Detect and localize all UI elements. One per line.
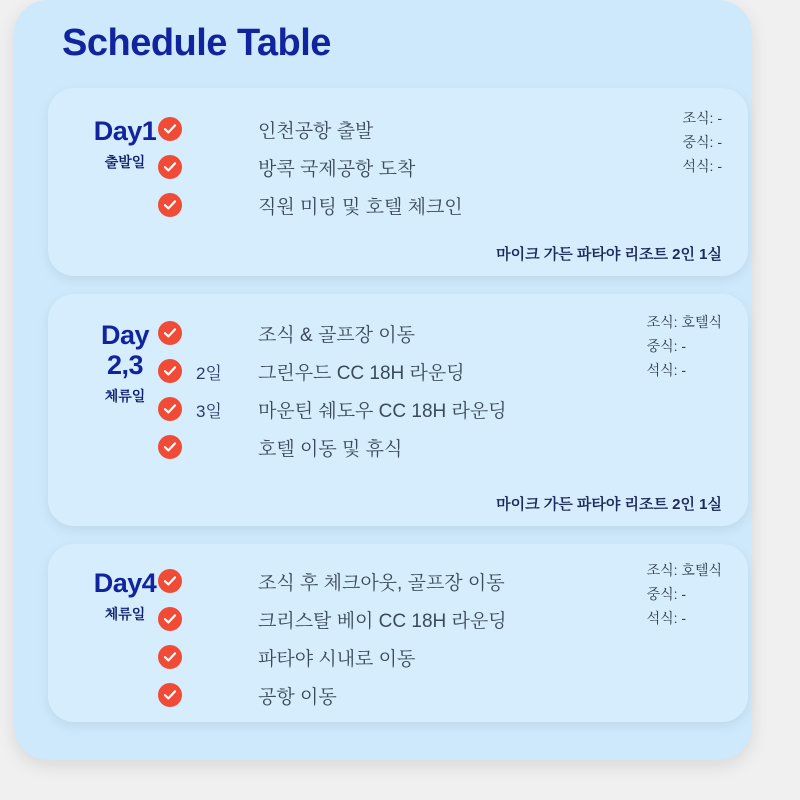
- list-item: [158, 676, 748, 714]
- day-subtitle: 출발일: [104, 154, 146, 171]
- meal-lunch: 중식: -: [646, 338, 687, 355]
- day-block: [48, 88, 748, 276]
- hotel-info: 마이크 가든 파타야 리조트 2인 1실: [496, 246, 722, 263]
- itinerary-text: 공항 이동: [258, 686, 337, 708]
- check-icon: [158, 321, 182, 345]
- list-item: [158, 186, 748, 224]
- check-icon: [158, 569, 182, 593]
- meal-info: [683, 106, 723, 178]
- check-icon: [158, 607, 182, 631]
- list-item: [158, 110, 748, 148]
- itinerary-text: 인천공항 출발: [258, 120, 374, 142]
- meal-lunch: 중식: -: [646, 586, 687, 603]
- check-icon: [158, 645, 182, 669]
- itinerary-text: 조식 & 골프장 이동: [258, 324, 415, 346]
- sub-day-number: 2일: [196, 363, 222, 383]
- day-block: [48, 544, 748, 722]
- page-title: Schedule Table: [62, 22, 331, 64]
- day-subtitle: 체류일: [104, 388, 146, 405]
- itinerary-text: 크리스탈 베이 CC 18H 라운딩: [258, 610, 507, 632]
- day-subtitle: 체류일: [104, 606, 146, 623]
- list-item: [158, 638, 748, 676]
- hotel-info: 마이크 가든 파타야 리조트 2인 1실: [496, 496, 722, 513]
- check-icon: [158, 117, 182, 141]
- list-item: [158, 148, 748, 186]
- meal-dinner: 석식: -: [682, 158, 722, 175]
- check-icon: [158, 193, 182, 217]
- list-item: [158, 428, 748, 466]
- day-name: Day1: [93, 116, 157, 146]
- itinerary-text: 방콕 국제공항 도착: [258, 158, 416, 180]
- sub-day-number: 3일: [196, 401, 222, 421]
- check-icon: [158, 397, 182, 421]
- day-block: [48, 294, 748, 526]
- itinerary-text: 마운틴 쉐도우 CC 18H 라운딩: [258, 400, 507, 422]
- day-name: Day4: [93, 568, 157, 598]
- itinerary-text: 조식 후 체크아웃, 골프장 이동: [258, 572, 505, 594]
- itinerary-text: 그린우드 CC 18H 라운딩: [258, 362, 465, 384]
- meal-info: [647, 558, 722, 630]
- meal-info: [647, 310, 722, 382]
- meal-breakfast: 조식: 호텔식: [646, 314, 722, 330]
- itinerary-rows: [158, 110, 748, 224]
- check-icon: [158, 435, 182, 459]
- list-item: [158, 390, 748, 428]
- itinerary-text: 파타야 시내로 이동: [258, 648, 416, 670]
- itinerary-text: 직원 미팅 및 호텔 체크인: [258, 196, 463, 218]
- schedule-card: [14, 0, 752, 760]
- meal-lunch: 중식: -: [682, 134, 722, 151]
- check-icon: [158, 155, 182, 179]
- check-icon: [158, 359, 182, 383]
- meal-breakfast: 조식: 호텔식: [646, 562, 722, 578]
- meal-dinner: 석식: -: [646, 362, 687, 379]
- day-name: Day 2,3: [100, 320, 150, 381]
- check-icon: [158, 683, 182, 707]
- meal-breakfast: 조식: -: [682, 110, 722, 126]
- itinerary-text: 호텔 이동 및 휴식: [258, 438, 403, 460]
- meal-dinner: 석식: -: [646, 610, 687, 627]
